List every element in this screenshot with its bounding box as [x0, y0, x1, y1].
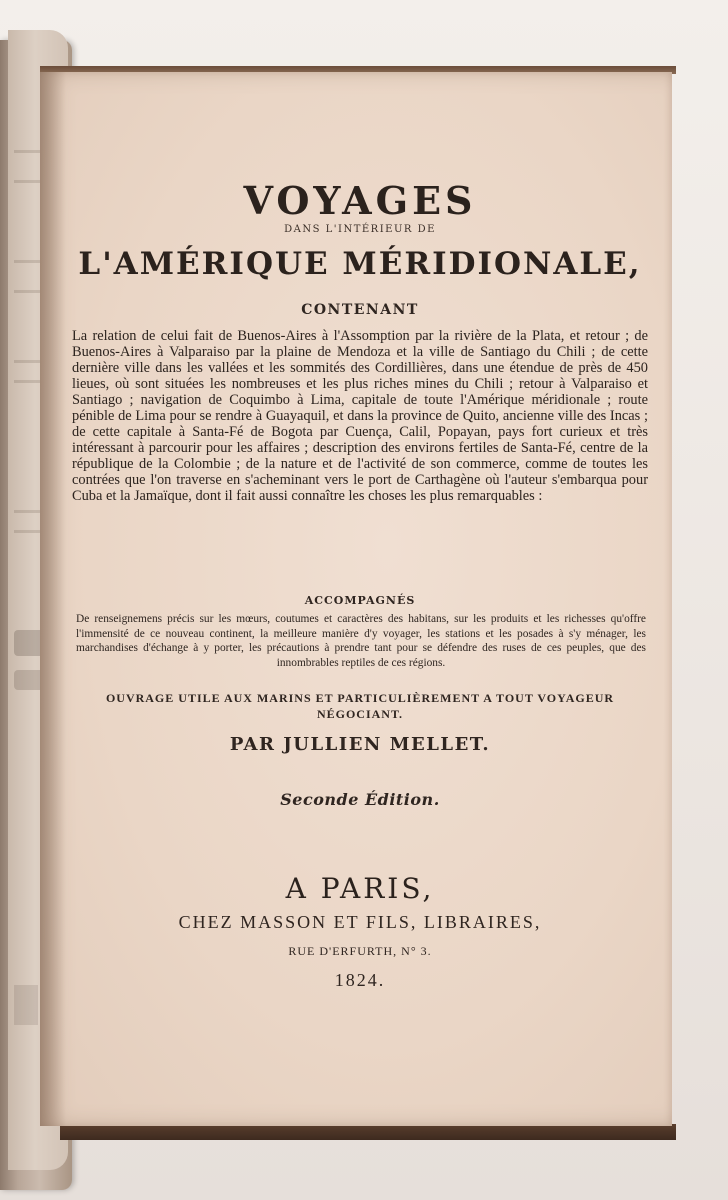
- book-main-title: L'AMÉRIQUE MÉRIDIONALE,: [78, 246, 642, 282]
- edition-line: Seconde Édition.: [280, 790, 440, 809]
- book-subtitle: DANS L'INTÉRIEUR DE: [284, 224, 436, 235]
- book-title: VOYAGES: [243, 178, 477, 223]
- imprint-city: A PARIS,: [285, 872, 435, 905]
- title-page: [40, 72, 672, 1126]
- ouvrage-line: OUVRAGE UTILE AUX MARINS ET PARTICULIÈREMENT A TOUT VOYAGEUR NÉGOCIANT.: [105, 691, 615, 721]
- book-board-bottom: [60, 1124, 676, 1140]
- contenant-heading: CONTENANT: [301, 302, 419, 318]
- accompagnes-heading: ACCOMPAGNÉS: [304, 594, 416, 607]
- accompagnes-paragraph: De renseignemens précis sur les mœurs, coutumes et caractères des habitans, sur les produits et les richesses qu'offre l'immensité de ce nouveau continent, la meilleure manière d'y voyager, les stations et les posades à s'y ménager, les marchandises d'échange à y porter, les précautions à prendre tant pour se défendre des ruses de ces peuples, que des innombrables reptiles de ces régions.: [76, 613, 646, 669]
- imprint-publisher: CHEZ MASSON ET FILS, LIBRAIRES,: [178, 912, 542, 932]
- imprint-year: 1824.: [334, 970, 386, 990]
- imprint-street: RUE D'ERFURTH, N° 3.: [288, 944, 432, 958]
- contents-paragraph: La relation de celui fait de Buenos-Aires à l'Assomption par la rivière de la Plata, et retour ; de Buenos-Aires à Valparaiso par la plaine de Mendoza et la ville de Santiago du Chili ; de cette dernière ville dans les vallées et les sommités des Cordillières, dans une étendue de près de 450 lieues, où sont situées les nombreuses et les plus riches mines du Chili ; retour à Valparaiso et Santiago ; navigation de Coquimbo à Lima, capitale de toute l'Amérique méridionale ; route pénible de Lima pour se rendre à Guayaquil, et dans la province de Quito, ancienne ville des Incas ; de cette capitale à Santa-Fé de Bogota par Cuença, Calil, Popayan, pays fort curieux et très intéressant à parcourir pour les affaires ; description des environs fertiles de Santa-Fé, centre de la république de la Colombie ; de la nature et de l'activité de son commerce, comme de toutes les contrées que l'on traverse en s'acheminant vers le port de Carthagène où l'auteur s'embarqua pour Cuba et la Jamaïque, dont il fait aussi connaître les choses les plus remarquables :: [72, 328, 648, 504]
- author-line: PAR JULLIEN MELLET.: [229, 734, 491, 755]
